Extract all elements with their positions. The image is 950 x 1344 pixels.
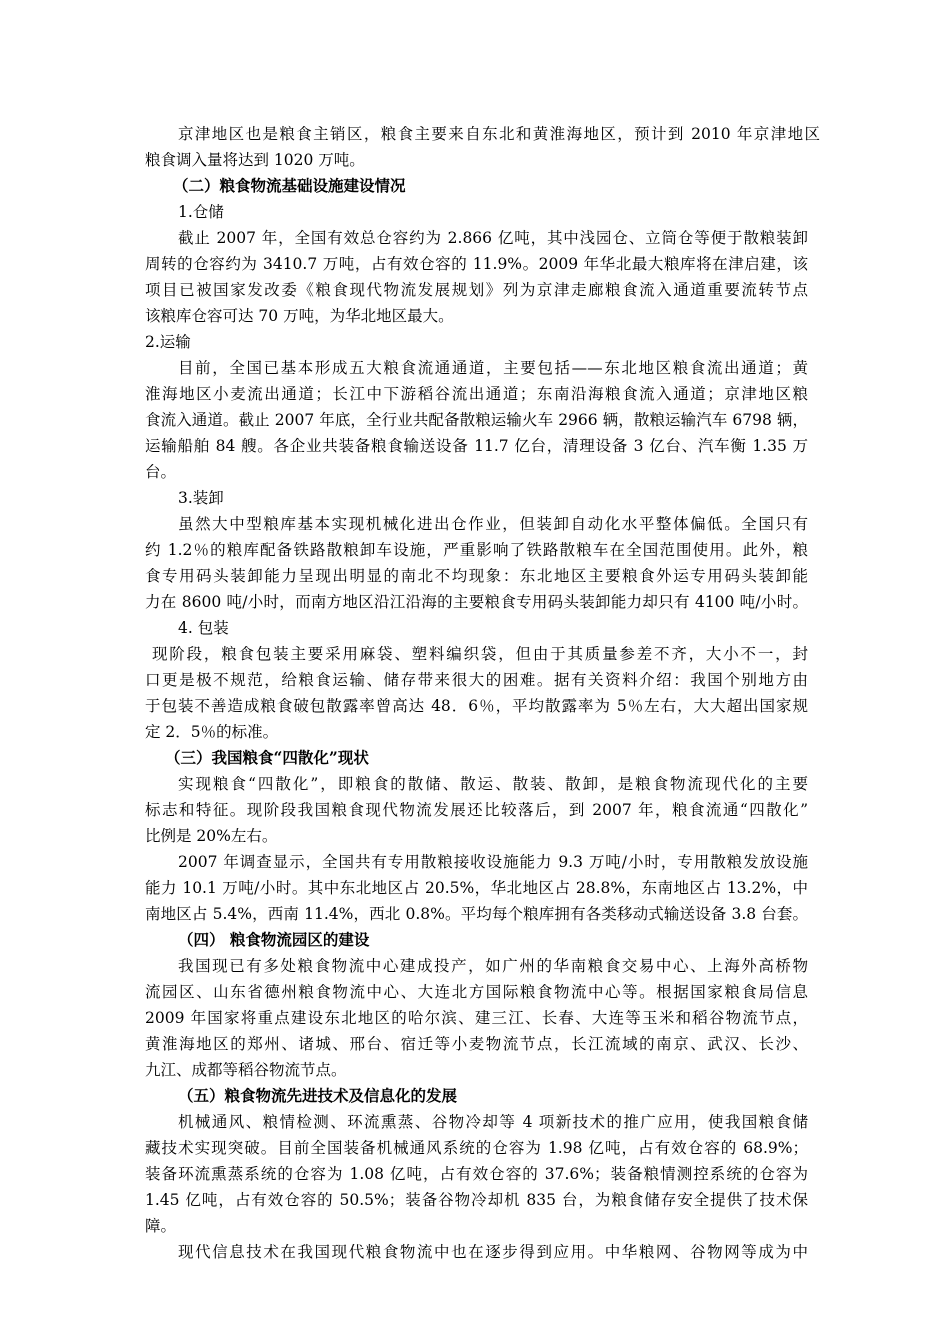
paragraph-line: 淮海地区小麦流出通道；长江中下游稻谷流出通道；东南沿海粮食流入通道；京津地区粮	[145, 385, 808, 403]
paragraph-line: 2009 年国家将重点建设东北地区的哈尔滨、建三江、长春、大连等玉米和稻谷物流节点，	[145, 1009, 808, 1027]
subsection-heading: 1.仓储	[178, 203, 224, 221]
paragraph-line: 1.45 亿吨，占有效仓容的 50.5%；装备谷物冷却机 835 台，为粮食储存安全提供了技术保	[145, 1191, 808, 1209]
paragraph-line: 黄淮海地区的郑州、诸城、邢台、宿迁等小麦物流节点，长江流域的南京、武汉、长沙、	[145, 1035, 808, 1053]
paragraph-line: 粮食调入量将达到 1020 万吨。	[145, 151, 365, 169]
paragraph-line: 截止 2007 年，全国有效总仓容约为 2.866 亿吨，其中浅园仓、立筒仓等便于散粮装卸	[178, 229, 808, 247]
subsection-heading: 4. 包装	[178, 619, 229, 637]
paragraph-line: 项目已被国家发改委《粮食现代物流发展规划》列为京津走廊粮食流入通道重要流转节点	[145, 281, 808, 299]
paragraph-line: 周转的仓容约为 3410.7 万吨，占有效仓容的 11.9%。2009 年华北最大粮库将在津启建，该	[145, 255, 808, 273]
paragraph-line: 食流入通道。截止 2007 年底，全行业共配备散粮运输火车 2966 辆，散粮运输汽车 6798 辆，	[145, 411, 808, 429]
paragraph-line: 定 2．5％的标准。	[145, 723, 279, 741]
paragraph-line: 标志和特征。现阶段我国粮食现代物流发展还比较落后，到 2007 年，粮食流通“四散化”	[145, 801, 808, 819]
paragraph-line: 流园区、山东省德州粮食物流中心、大连北方国际粮食物流中心等。根据国家粮食局信息	[145, 983, 808, 1001]
section-heading: （三）我国粮食“四散化”现状	[165, 748, 369, 767]
paragraph-line: 实现粮食“四散化”，即粮食的散储、散运、散装、散卸，是粮食物流现代化的主要	[178, 775, 808, 793]
subsection-heading: 2.运输	[145, 333, 191, 351]
section-heading: （四） 粮食物流园区的建设	[178, 930, 370, 949]
paragraph-line: 藏技术实现突破。目前全国装备机械通风系统的仓容为 1.98 亿吨，占有效仓容的 68.9%；	[145, 1139, 808, 1157]
paragraph-line: 约 1.2％的粮库配备铁路散粮卸车设施，严重影响了铁路散粮车在全国范围使用。此外，粮	[145, 541, 808, 559]
paragraph-line: 台。	[145, 463, 177, 481]
paragraph-line: 京津地区也是粮食主销区，粮食主要来自东北和黄淮海地区，预计到 2010 年京津地区	[178, 125, 820, 143]
paragraph-line: 装备环流熏蒸系统的仓容为 1.08 亿吨，占有效仓容的 37.6%；装备粮情测控系统的仓容为	[145, 1165, 808, 1183]
paragraph-line: 九江、成都等稻谷物流节点。	[145, 1061, 347, 1079]
paragraph-line: 力在 8600 吨/小时，而南方地区沿江沿海的主要粮食专用码头装卸能力却只有 4100 吨/小时。	[145, 593, 808, 611]
paragraph-line: 我国现已有多处粮食物流中心建成投产，如广州的华南粮食交易中心、上海外高桥物	[178, 957, 808, 975]
paragraph-line: 运输船舶 84 艘。各企业共装备粮食输送设备 11.7 亿台，清理设备 3 亿台、汽车衡 1.35 万	[145, 437, 808, 455]
paragraph-line: 现阶段，粮食包装主要采用麻袋、塑料编织袋，但由于其质量参差不齐，大小不一，封	[152, 645, 808, 663]
paragraph-line: 能力 10.1 万吨/小时。其中东北地区占 20.5%，华北地区占 28.8%，东南地区占 13.2%，中	[145, 879, 808, 897]
paragraph-line: 2007 年调查显示，全国共有专用散粮接收设施能力 9.3 万吨/小时，专用散粮发放设施	[178, 853, 808, 871]
paragraph-line: 食专用码头装卸能力呈现出明显的南北不均现象：东北地区主要粮食外运专用码头装卸能	[145, 567, 808, 585]
subsection-heading: 3.装卸	[178, 489, 224, 507]
paragraph-line: 现代信息技术在我国现代粮食物流中也在逐步得到应用。中华粮网、谷物网等成为中	[178, 1243, 808, 1261]
paragraph-line: 目前，全国已基本形成五大粮食流通通道，主要包括——东北地区粮食流出通道；黄	[178, 359, 808, 377]
paragraph-line: 南地区占 5.4%，西南 11.4%，西北 0.8%。平均每个粮库拥有各类移动式输送设备 3.8 台套。	[145, 905, 808, 923]
paragraph-line: 比例是 20%左右。	[145, 827, 278, 845]
paragraph-line: 口更是极不规范，给粮食运输、储存带来很大的困难。据有关资料介绍：我国个别地方由	[145, 671, 808, 689]
paragraph-line: 障。	[145, 1217, 177, 1235]
paragraph-line: 该粮库仓容可达 70 万吨，为华北地区最大。	[145, 307, 454, 325]
paragraph-line: 于包装不善造成粮食破包散露率曾高达 48．6％，平均散露率为 5％左右，大大超出国家规	[145, 697, 808, 715]
section-heading: （二）粮食物流基础设施建设情况	[173, 176, 406, 195]
paragraph-line: 虽然大中型粮库基本实现机械化进出仓作业，但装卸自动化水平整体偏低。全国只有	[178, 515, 808, 533]
section-heading: （五）粮食物流先进技术及信息化的发展	[178, 1086, 458, 1105]
paragraph-line: 机械通风、粮情检测、环流熏蒸、谷物冷却等 4 项新技术的推广应用，使我国粮食储	[178, 1113, 808, 1131]
